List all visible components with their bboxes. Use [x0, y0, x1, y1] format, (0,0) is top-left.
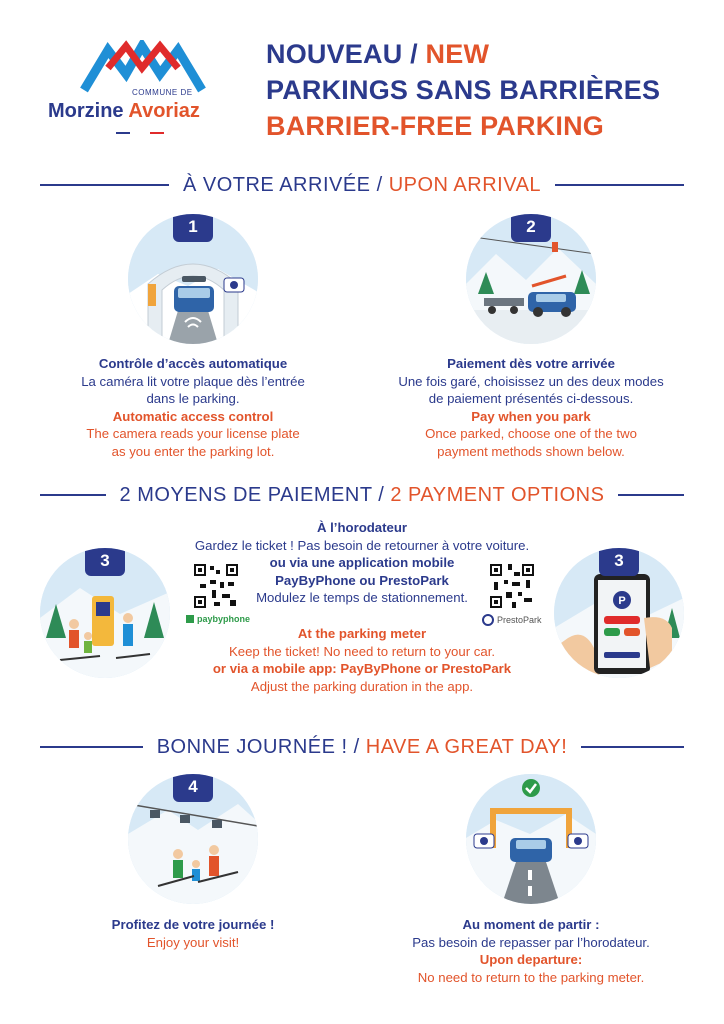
exit-camera-gate-icon [466, 774, 596, 904]
logo-commune-label: COMMUNE DE [132, 88, 193, 97]
divider-line [581, 746, 684, 748]
section-heading-arrival: À VOTRE ARRIVÉE / UPON ARRIVAL [40, 170, 684, 200]
page-title: NOUVEAU / NEW PARKINGS SANS BARRIÈRES BARRIER-FREE PARKING [266, 39, 661, 141]
step-number-badge: 1 [173, 214, 213, 242]
step-3-text-fr: À l’horodateur Gardez le ticket ! Pas besoin de retourner à votre voiture. ou via une application mobile PayByPhone ou PrestoPark Modulez le temps de stationnement. [194, 520, 530, 605]
prestopark-logo: PrestoPark [482, 614, 542, 626]
step-4-text: Profitez de votre journée ! Enjoy your visit! [111, 917, 275, 950]
logo-dash [150, 132, 164, 134]
step-number-badge: 3 [85, 548, 125, 576]
step-number-badge: 3 [599, 548, 639, 576]
step-5-text: Au moment de partir : Pas besoin de repasser par l’horodateur. Upon departure: No need to return to the parking meter. [412, 917, 650, 985]
divider-line [40, 184, 169, 186]
paybyphone-logo-icon [186, 615, 194, 623]
svg-text:P: P [618, 595, 626, 607]
parking-meter-illustration [40, 548, 170, 678]
divider-line [40, 746, 143, 748]
logo-town-name: Morzine Avoriaz [48, 100, 200, 122]
enjoy-day-illustration [128, 774, 258, 904]
step-2-text: Paiement dès votre arrivée Une fois garé, choisissez un des deux modes de paiement présentés ci-dessous. Pay when you park Once parked, choose one of the two payment methods shown below. [398, 356, 664, 459]
divider-line [40, 494, 106, 496]
step-3-text-en: At the parking meter Keep the ticket! No need to return to your car. or via a mobile app: PayByPhone or PrestoPark Adjust the parking duration in the app. [212, 626, 512, 694]
step-1-text: Contrôle d’accès automatique La caméra lit votre plaque dès l’entrée dans le parking. Automatic access control The camera reads your license plate as you enter the parking lot. [81, 356, 305, 459]
section-heading-day: BONNE JOURNÉE ! / HAVE A GREAT DAY! [40, 732, 684, 762]
logo-dash [116, 132, 130, 134]
mobile-app-illustration [554, 548, 684, 678]
divider-line [618, 494, 684, 496]
step-number-badge: 4 [173, 774, 213, 802]
payment-on-arrival-illustration [466, 214, 596, 344]
paybyphone-logo: paybyphone [186, 614, 250, 624]
departure-illustration [466, 774, 596, 904]
access-control-illustration [128, 214, 258, 344]
section-heading-payment: 2 MOYENS DE PAIEMENT / 2 PAYMENT OPTIONS [40, 480, 684, 510]
step-number-badge: 2 [511, 214, 551, 242]
divider-line [555, 184, 684, 186]
logo [40, 40, 240, 140]
